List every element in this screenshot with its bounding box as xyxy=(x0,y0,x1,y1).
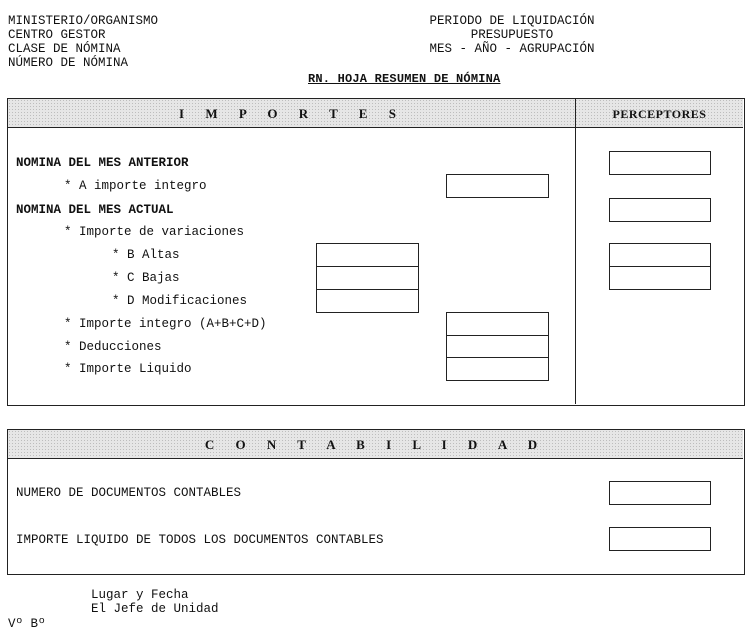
modificaciones-field[interactable] xyxy=(316,289,419,313)
ministerio-label: MINISTERIO/ORGANISMO xyxy=(8,14,159,28)
jefe-unidad-label: El Jefe de Unidad xyxy=(91,602,219,616)
altas-label: * B Altas xyxy=(112,248,180,262)
deducciones-field[interactable] xyxy=(446,335,549,358)
bajas-label: * C Bajas xyxy=(112,271,180,285)
nomina-mes-actual-label: NOMINA DEL MES ACTUAL xyxy=(16,203,174,217)
importe-integro-label: * Importe integro (A+B+C+D) xyxy=(64,317,267,331)
clase-nomina-label: CLASE DE NÓMINA xyxy=(8,42,121,56)
perceptores-mes-anterior-field[interactable] xyxy=(609,151,711,175)
deducciones-label: * Deducciones xyxy=(64,340,162,354)
visto-bueno-label: Vº Bº xyxy=(8,617,46,631)
importes-title: I M P O R T E S xyxy=(179,106,405,121)
header-left xyxy=(8,14,158,70)
importe-a-label: * A importe integro xyxy=(64,179,207,193)
numero-documentos-field[interactable] xyxy=(609,481,711,505)
contabilidad-title: C O N T A B I L I D A D xyxy=(204,437,547,452)
perceptores-mes-actual-field[interactable] xyxy=(609,198,711,222)
importe-liquido-label: * Importe Liquido xyxy=(64,362,192,376)
header-right xyxy=(402,14,622,56)
importe-liquido-documentos-label: IMPORTE LIQUIDO DE TODOS LOS DOCUMENTOS CONTABLES xyxy=(16,533,384,547)
centro-gestor-label: CENTRO GESTOR xyxy=(8,28,106,42)
document-title: RN. HOJA RESUMEN DE NÓMINA xyxy=(308,72,501,86)
mes-ano-label: MES - AÑO - AGRUPACIÓN xyxy=(429,42,595,56)
periodo-label: PERIODO DE LIQUIDACIÓN xyxy=(429,14,595,28)
perceptores-divider xyxy=(575,99,576,404)
contabilidad-panel xyxy=(7,429,745,575)
numero-documentos-label: NUMERO DE DOCUMENTOS CONTABLES xyxy=(16,486,242,500)
importes-panel xyxy=(7,98,745,406)
importe-liquido-field[interactable] xyxy=(446,357,549,381)
bajas-field[interactable] xyxy=(316,266,419,290)
modificaciones-label: * D Modificaciones xyxy=(112,294,248,308)
presupuesto-label: PRESUPUESTO xyxy=(470,28,554,42)
importe-integro-field[interactable] xyxy=(446,312,549,336)
importe-a-field[interactable] xyxy=(446,174,549,198)
perceptores-bajas-field[interactable] xyxy=(609,266,711,290)
nomina-mes-anterior-label: NOMINA DEL MES ANTERIOR xyxy=(16,156,189,170)
perceptores-title: PERCEPTORES xyxy=(612,107,707,121)
importe-liquido-documentos-field[interactable] xyxy=(609,527,711,551)
lugar-fecha-label: Lugar y Fecha xyxy=(91,588,189,602)
altas-field[interactable] xyxy=(316,243,419,267)
perceptores-altas-field[interactable] xyxy=(609,243,711,267)
numero-nomina-label: NÚMERO DE NÓMINA xyxy=(8,56,129,70)
importe-variaciones-label: * Importe de variaciones xyxy=(64,225,245,239)
